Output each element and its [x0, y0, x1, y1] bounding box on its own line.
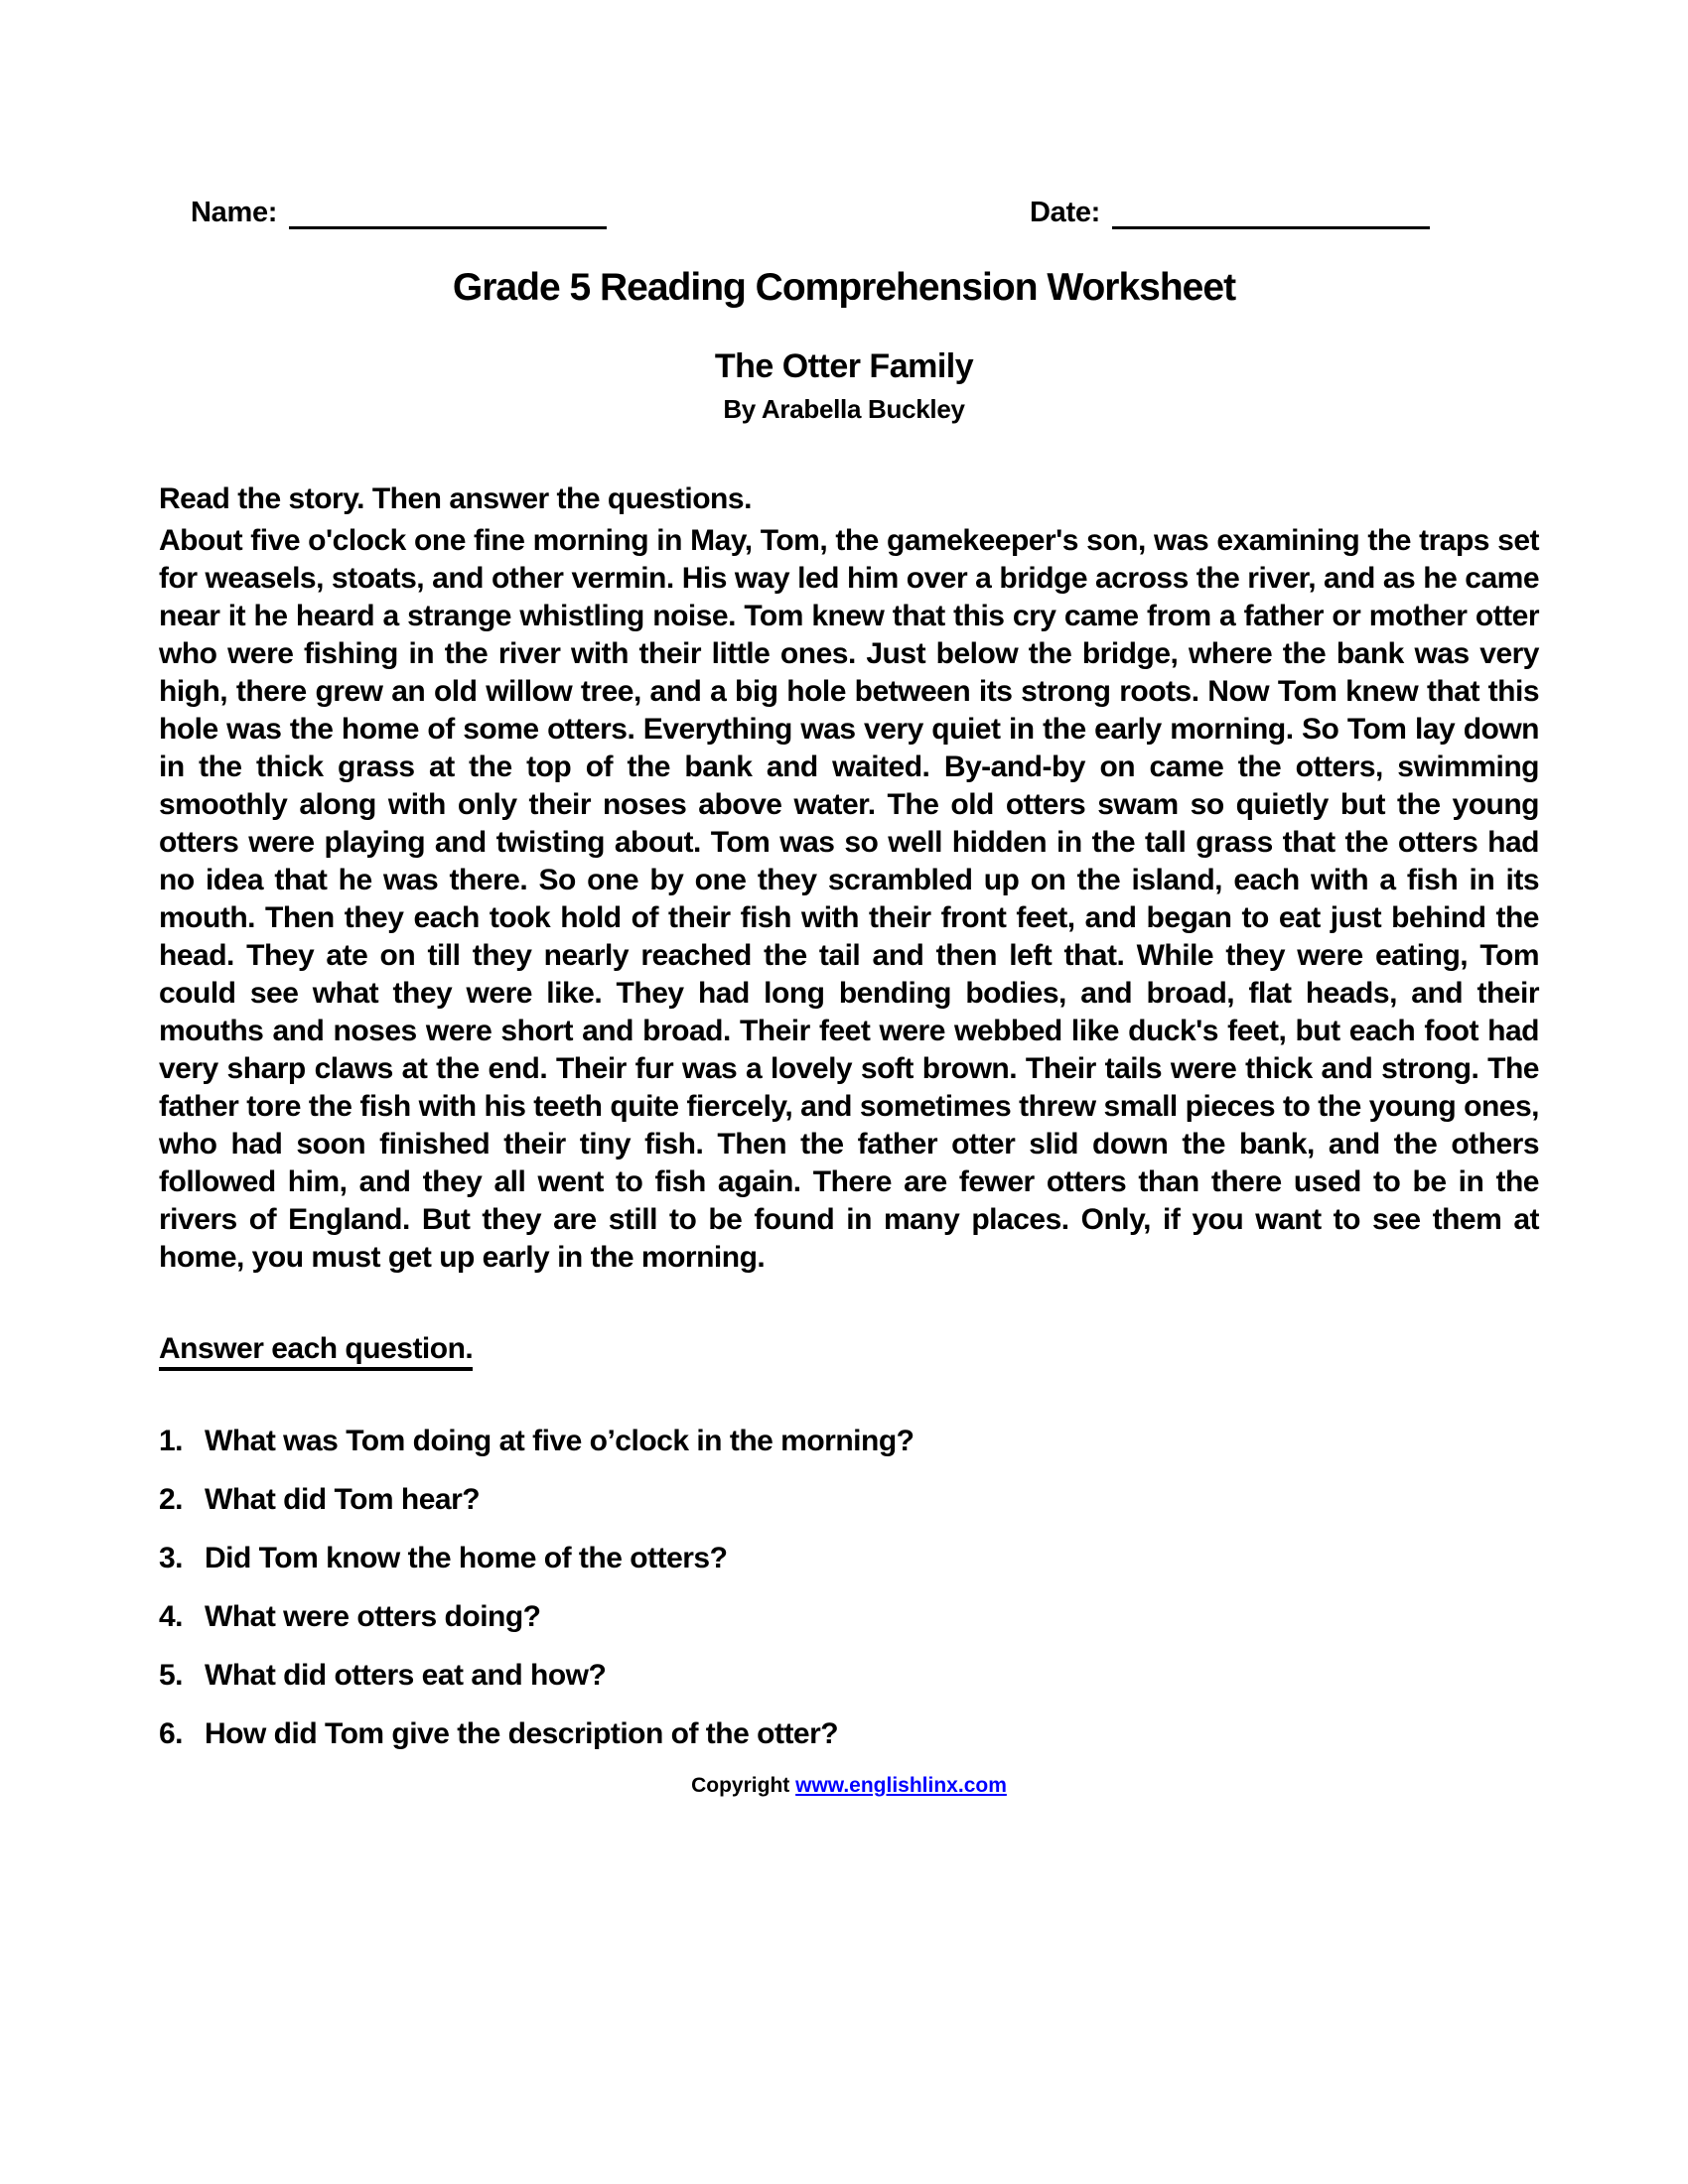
- question-number: 5.: [159, 1659, 184, 1692]
- name-blank-line: [289, 195, 607, 229]
- question-item: [159, 1598, 1539, 1636]
- page-title: Grade 5 Reading Comprehension Worksheet: [452, 266, 1236, 309]
- question-item: [159, 1657, 1539, 1695]
- copyright-line: [159, 1774, 1539, 1798]
- name-label: Name:: [191, 197, 278, 228]
- story-title: The Otter Family: [714, 347, 974, 385]
- copyright-link[interactable]: www.englishlinx.com: [795, 1774, 1007, 1797]
- question-item: [159, 1715, 1539, 1753]
- question-list: [159, 1423, 1539, 1753]
- question-number: 3.: [159, 1542, 184, 1574]
- question-number: 2.: [159, 1483, 184, 1516]
- copyright-label: Copyright: [691, 1774, 790, 1797]
- question-number: 1.: [159, 1425, 184, 1457]
- question-item: [159, 1423, 1539, 1460]
- question-item: [159, 1481, 1539, 1519]
- content-area: [149, 482, 1539, 1798]
- question-item: [159, 1540, 1539, 1577]
- story-text: About five o'clock one fine morning in May, Tom, the gamekeeper's son, was examining the traps set for weasels, stoats, and other vermin. His way led him over a bridge across the river, and as he came near it he heard a strange whistling noise. Tom knew that this cry came from a father or mother otter who were fishing in the river with their little ones. Just below the bridge, where the bank was very high, there grew an old willow tree, and a big hole between its strong roots. Now Tom knew that this hole was the home of some otters. Everything was very quiet in the early morning. So Tom lay down in the thick grass at the top of the bank and waited. By-and-by on came the otters, swimming smoothly along with only their noses above water. The old otters swam so quietly but the young otters were playing and twisting about. Tom was so well hidden in the tall grass that the otters had no idea that he was there. So one by one they scrambled up on the island, each with a fish in its mouth. Then they each took hold of their fish with their front feet, and began to eat just behind the head. They ate on till they nearly reached the tail and then left that. While they were eating, Tom could see what they were like. They had long bending bodies, and broad, flat heads, and their mouths and noses were short and broad. Their feet were webbed like duck's feet, but each foot had very sharp claws at the end. Their fur was a lovely soft brown. Their tails were thick and strong. The father tore the fish with his teeth quite fiercely, and sometimes threw small pieces to the young ones, who had soon finished their tiny fish. Then the father otter slid down the bank, and the others followed him, and they all went to fish again. There are fewer otters than there used to be in the rivers of England. But they are still to be found in many places. Only, if you want to see them at home, you must get up early in the morning.: [159, 524, 1539, 1274]
- questions-heading: Answer each question.: [159, 1332, 473, 1371]
- date-blank-line: [1112, 195, 1430, 229]
- date-label: Date:: [1030, 197, 1101, 228]
- name-field-group: [191, 195, 607, 229]
- question-number: 4.: [159, 1600, 184, 1633]
- header-row: [149, 195, 1539, 244]
- question-text: What did otters eat and how?: [205, 1659, 607, 1692]
- question-text: How did Tom give the description of the otter?: [205, 1717, 839, 1750]
- question-text: Did Tom know the home of the otters?: [205, 1542, 728, 1574]
- question-number: 6.: [159, 1717, 184, 1750]
- story-byline: By Arabella Buckley: [723, 394, 965, 424]
- question-text: What was Tom doing at five o’clock in the morning?: [205, 1425, 914, 1457]
- story-instructions: Read the story. Then answer the questions.: [159, 482, 752, 515]
- question-text: What did Tom hear?: [205, 1483, 481, 1516]
- question-text: What were otters doing?: [205, 1600, 541, 1633]
- date-field-group: [1030, 195, 1430, 229]
